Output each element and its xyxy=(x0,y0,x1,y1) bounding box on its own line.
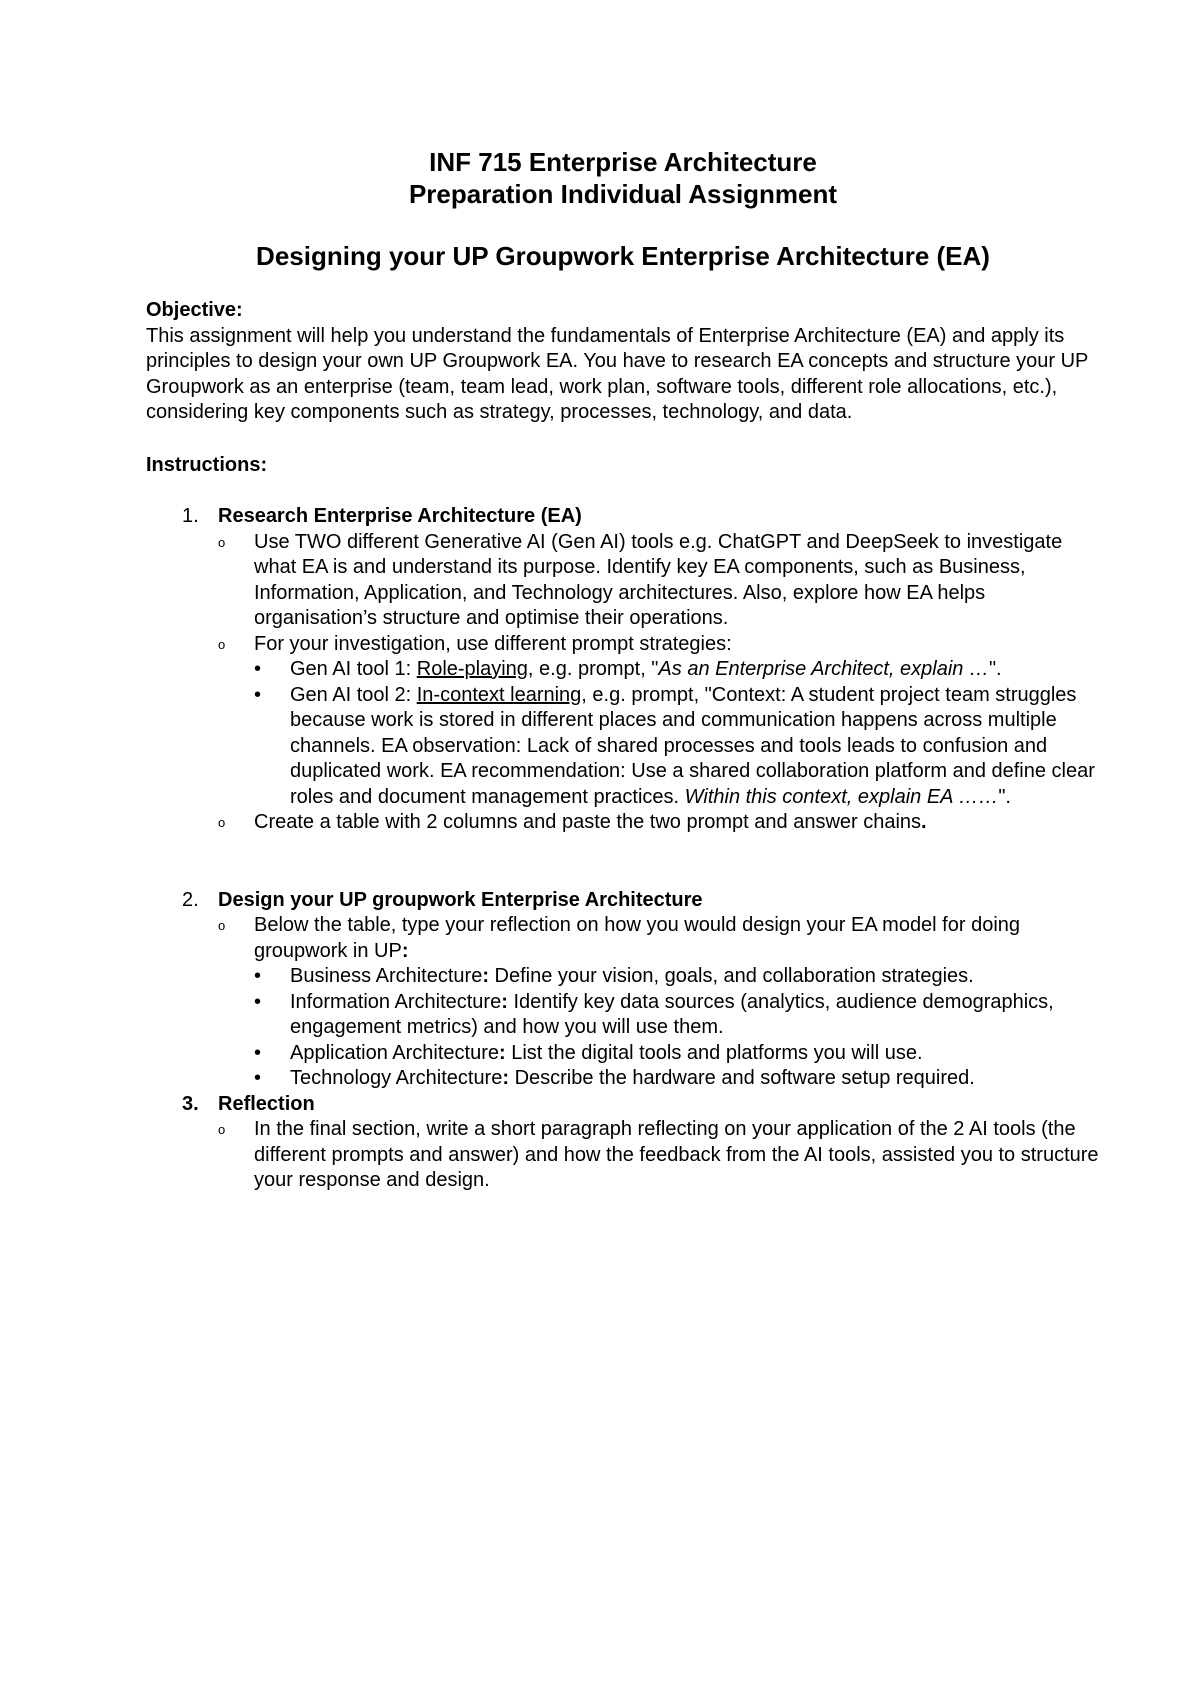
strategy-1-text: , e.g. prompt, " xyxy=(527,658,659,680)
bullet-text: Create a table with 2 columns and paste the two prompt and answer chains xyxy=(254,811,922,833)
list-item xyxy=(218,1117,1100,1194)
objective-body: This assignment will help you understand the fundamentals of Enterprise Architecture (EA) and apply its principles to design your own UP Groupwork EA. You have to research EA concepts and structure your UP Groupwork as an enterprise (team, team lead, work plan, software tools, different role allocations, etc.), considering key components such as strategy, processes, technology, and data. xyxy=(146,324,1089,423)
instructions-list xyxy=(146,504,1100,1194)
strategy-1-label: Gen AI tool 1: xyxy=(290,658,417,680)
title-block xyxy=(146,146,1100,272)
section-3-bullets xyxy=(218,1117,1100,1194)
list-item xyxy=(218,810,1100,836)
list-item xyxy=(218,530,1100,632)
section-1-title: Research Enterprise Architecture (EA) xyxy=(218,505,582,527)
dot-bullet-icon: • xyxy=(254,1041,262,1064)
prompt-strategies-list xyxy=(218,657,1100,810)
section-2-bullets xyxy=(218,913,1100,1092)
list-item xyxy=(218,1041,1100,1067)
section-3-number: 3. xyxy=(182,1092,199,1115)
section-3-title: Reflection xyxy=(218,1092,315,1115)
circle-bullet-icon: o xyxy=(218,1122,226,1137)
strategy-2-prompt: Within this context, explain EA …… xyxy=(684,785,999,808)
list-item xyxy=(218,683,1100,811)
bullet-text: For your investigation, use different prompt strategies: xyxy=(254,632,732,655)
list-item xyxy=(218,632,1100,811)
list-item xyxy=(218,1066,1100,1092)
list-item xyxy=(218,913,1100,1092)
business-architecture-label: Business Architecture xyxy=(290,965,483,987)
strategy-1-prompt: As an Enterprise Architect, explain … xyxy=(658,658,989,680)
colon: : xyxy=(501,990,514,1013)
circle-bullet-icon: o xyxy=(218,815,226,830)
information-architecture-text: Identify key data sources (analytics, audience demographics, engagement metrics) and how you will use them. xyxy=(290,990,1054,1038)
colon: : xyxy=(502,1067,515,1089)
dot-bullet-icon: • xyxy=(254,965,262,987)
bullet-text: Below the table, type your reflection on how you would design your EA model for doing groupwork in UP xyxy=(254,914,1021,962)
circle-bullet-icon: o xyxy=(218,636,226,652)
technology-architecture-label: Technology Architecture xyxy=(290,1067,503,1089)
section-1-bullets xyxy=(218,530,1100,836)
bullet-text: Use TWO different Generative AI (Gen AI) tools e.g. ChatGPT and DeepSeek to investigate what EA is and understand its purpose. Identify key EA components, such as Business, Information, Application, and Technology architectures. Also, explore how EA helps organisation’s structure and optimise their operations. xyxy=(254,530,1063,629)
circle-bullet-icon: o xyxy=(218,534,226,550)
colon: : xyxy=(499,1041,512,1064)
assignment-subtitle: Designing your UP Groupwork Enterprise Architecture (EA) xyxy=(256,241,990,271)
dot-bullet-icon: • xyxy=(254,683,262,706)
strategy-2-label: Gen AI tool 2: xyxy=(290,683,417,706)
instructions-heading: Instructions: xyxy=(146,453,268,476)
strategy-2-name: In-context learning xyxy=(416,683,582,706)
application-architecture-text: List the digital tools and platforms you will use. xyxy=(511,1041,923,1064)
bullet-text: In the final section, write a short paragraph reflecting on your application of the 2 AI tools (the different prompts and answer) and how the feedback from the AI tools, assisted you to structure your response and design. xyxy=(254,1118,1099,1191)
dot-bullet-icon: • xyxy=(254,990,262,1013)
strategy-2-text: , e.g. prompt, "Context: A student project team struggles because work is stored in different places and communication happens across multiple channels. EA observation: Lack of shared processes and tools leads to confusion and duplicated work. EA recommendation: Use a shared collaboration platform and define clear roles and document management practices. xyxy=(290,683,1095,808)
colon: : xyxy=(482,965,495,987)
circle-bullet-icon: o xyxy=(218,918,226,933)
strategy-1-name: Role-playing xyxy=(416,658,528,680)
bullet-text-end: . xyxy=(921,811,927,833)
assignment-title: Preparation Individual Assignment xyxy=(408,179,838,209)
bullet-text-end: : xyxy=(401,939,409,962)
section-1 xyxy=(146,504,1100,836)
section-3 xyxy=(146,1092,1100,1194)
section-2-title: Design your UP groupwork Enterprise Architecture xyxy=(218,888,703,911)
section-2-number: 2. xyxy=(182,888,199,911)
section-2 xyxy=(146,888,1100,1092)
dot-bullet-icon: • xyxy=(254,1067,262,1089)
list-item xyxy=(218,964,1100,990)
section-1-number: 1. xyxy=(182,505,199,527)
information-architecture-label: Information Architecture xyxy=(290,990,502,1013)
objective-heading: Objective: xyxy=(146,299,243,321)
list-item xyxy=(218,657,1100,683)
business-architecture-text: Define your vision, goals, and collaboration strategies. xyxy=(494,965,974,987)
application-architecture-label: Application Architecture xyxy=(290,1041,500,1064)
strategy-2-end: ". xyxy=(998,785,1011,808)
architecture-list xyxy=(218,964,1100,1092)
dot-bullet-icon: • xyxy=(254,658,262,680)
course-title: INF 715 Enterprise Architecture xyxy=(429,147,817,177)
strategy-1-end: ". xyxy=(988,658,1002,680)
list-item xyxy=(218,990,1100,1041)
technology-architecture-text: Describe the hardware and software setup required. xyxy=(514,1067,975,1089)
